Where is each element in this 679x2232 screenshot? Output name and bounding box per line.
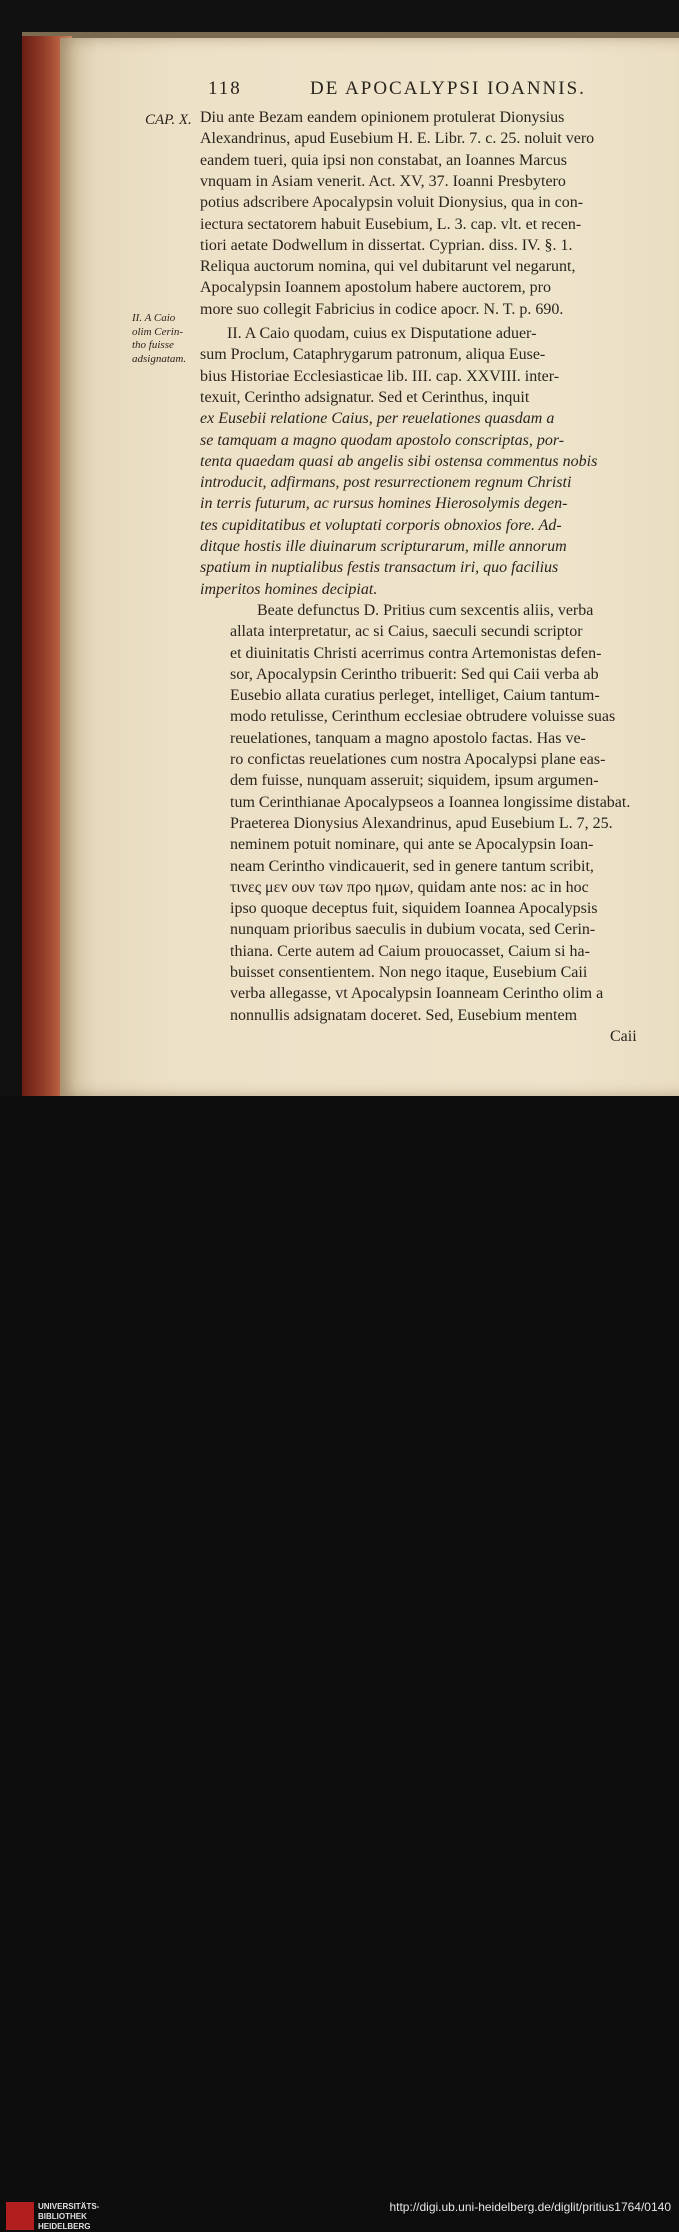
source-url[interactable]: http://digi.ub.uni-heidelberg.de/diglit/pritius1764/0140 <box>389 2200 671 2214</box>
text-line: tenta quaedam quasi ab angelis sibi ostensa commentus nobis <box>200 452 598 470</box>
text-line: bius Historiae Ecclesiasticae lib. III. cap. XXVIII. inter- <box>200 367 560 385</box>
text-line: allata interpretatur, ac si Caius, saeculi secundi scriptor <box>230 623 583 641</box>
text-line: spatium in nuptialibus festis transactum iri, quo facilius <box>200 559 559 577</box>
text-line: more suo collegit Fabricius in codice apocr. N. T. p. 690. <box>200 300 564 318</box>
text-line: buisset consentientem. Non nego itaque, Eusebium Caii <box>230 964 588 981</box>
text-line: in terris futurum, ac rursus homines Hierosolymis degen- <box>200 495 568 513</box>
text-line: Reliqua auctorum nomina, qui vel dubitarunt vel negarunt, <box>200 258 576 276</box>
text-line: se tamquam a magno quodam apostolo conscriptas, por- <box>200 431 565 449</box>
text-line: Apocalypsin Ioannem apostolum habere auctorem, pro <box>200 279 551 297</box>
text-line: ipso quoque deceptus fuit, siquidem Ioannea Apocalypsis <box>230 900 598 918</box>
text-line: reuelationes, tanquam a magno apostolo factas. Has ve- <box>230 729 586 747</box>
text-line: modo retulisse, Cerinthum ecclesiae obtrudere voluisse suas <box>230 708 616 726</box>
text-line: nunquam prioribus saeculis in dubium vocata, sed Cerin- <box>230 921 596 939</box>
text-line: iectura sectatorem habuit Eusebium, L. 3. cap. vlt. et recen- <box>200 215 582 233</box>
text-line: nonnullis adsignatam doceret. Sed, Eusebium mentem <box>230 1006 578 1024</box>
text-line: ex Eusebii relatione Caius, per reuelationes quasdam a <box>200 410 555 428</box>
text-line: thiana. Certe autem ad Caium prouocasset, Caium si ha- <box>230 942 590 960</box>
text-line: sum Proclum, Cataphrygarum patronum, aliqua Euse- <box>200 346 546 364</box>
text-line: ditque hostis ille diuinarum scripturarum, mille annorum <box>200 538 567 555</box>
viewer-footer <box>0 1096 679 2231</box>
margin-note-line: tho fuisse <box>132 339 174 351</box>
text-line: imperitos homines decipiat. <box>200 580 378 598</box>
margin-note-line: olim Cerin- <box>132 325 184 338</box>
margin-note-line: adsignatam. <box>132 352 187 365</box>
text-line: Caii <box>610 1027 637 1045</box>
text-line: verba allegasse, vt Apocalypsin Ioanneam Cerintho olim a <box>230 985 604 1003</box>
text-line: tum Cerinthianae Apocalypseos a Ioannea longissime distabat. <box>230 793 631 811</box>
text-line: et diuinitatis Christi acerrimus contra Artemonistas defen- <box>230 644 602 662</box>
scan-area <box>0 0 679 1096</box>
running-title: DE APOCALYPSI IOANNIS. <box>310 78 586 99</box>
text-line: texuit, Cerintho adsignatur. Sed et Cerinthus, inquit <box>200 388 530 406</box>
text-line: potius adscribere Apocalypsin voluit Dionysius, qua in con- <box>200 194 584 212</box>
chapter-label: CAP. X. <box>145 112 192 128</box>
page-header <box>208 78 588 102</box>
text-line: tiori aetate Dodwellum in dissertat. Cyprian. diss. IV. §. 1. <box>200 236 573 254</box>
text-line: introducit, adfirmans, post resurrectionem regnum Christi <box>200 474 572 492</box>
text-line: sor, Apocalypsin Cerintho tribuerit: Sed qui Caii verba ab <box>230 665 599 683</box>
margin-note-line: II. A Caio <box>132 312 176 324</box>
page-number: 118 <box>208 78 242 99</box>
library-logo-icon <box>6 2202 34 2230</box>
library-name: UNIVERSITÄTS- BIBLIOTHEK HEIDELBERG <box>38 2202 100 2231</box>
text-line: neam Cerintho vindicauerit, sed in genere tantum scribit, <box>230 857 594 875</box>
text-line: II. A Caio quodam, cuius ex Disputatione aduer- <box>227 325 537 342</box>
text-line: Praeterea Dionysius Alexandrinus, apud Eusebium L. 7, 25. <box>230 814 613 832</box>
text-line: eandem tueri, quia ipsi non constabat, an Ioannes Marcus <box>200 151 567 169</box>
text-line: tes cupiditatibus et voluptati corporis obnoxios fore. Ad- <box>200 516 562 534</box>
text-line: vnquam in Asiam venerit. Act. XV, 37. Ioanni Presbytero <box>200 172 566 190</box>
text-line: Diu ante Bezam eandem opinionem protulerat Dionysius <box>200 109 565 126</box>
text-line: ro confictas reuelationes cum nostra Apocalypsi plane eas- <box>230 751 606 768</box>
text-line: τινες μεν ουν των προ ημων, quidam ante nos: ac in hoc <box>230 878 589 896</box>
text-line: Beate defunctus D. Pritius cum sexcentis aliis, verba <box>257 601 594 619</box>
text-line: neminem potuit nominare, qui ante se Apocalypsin Ioan- <box>230 836 594 854</box>
text-line: Alexandrinus, apud Eusebium H. E. Libr. 7. c. 25. noluit vero <box>200 130 595 148</box>
text-line: dem fuisse, nunquam asseruit; siquidem, ipsum argumen- <box>230 772 599 790</box>
text-line: Eusebio allata curatius perleget, intelliget, Caium tantum- <box>230 687 600 705</box>
